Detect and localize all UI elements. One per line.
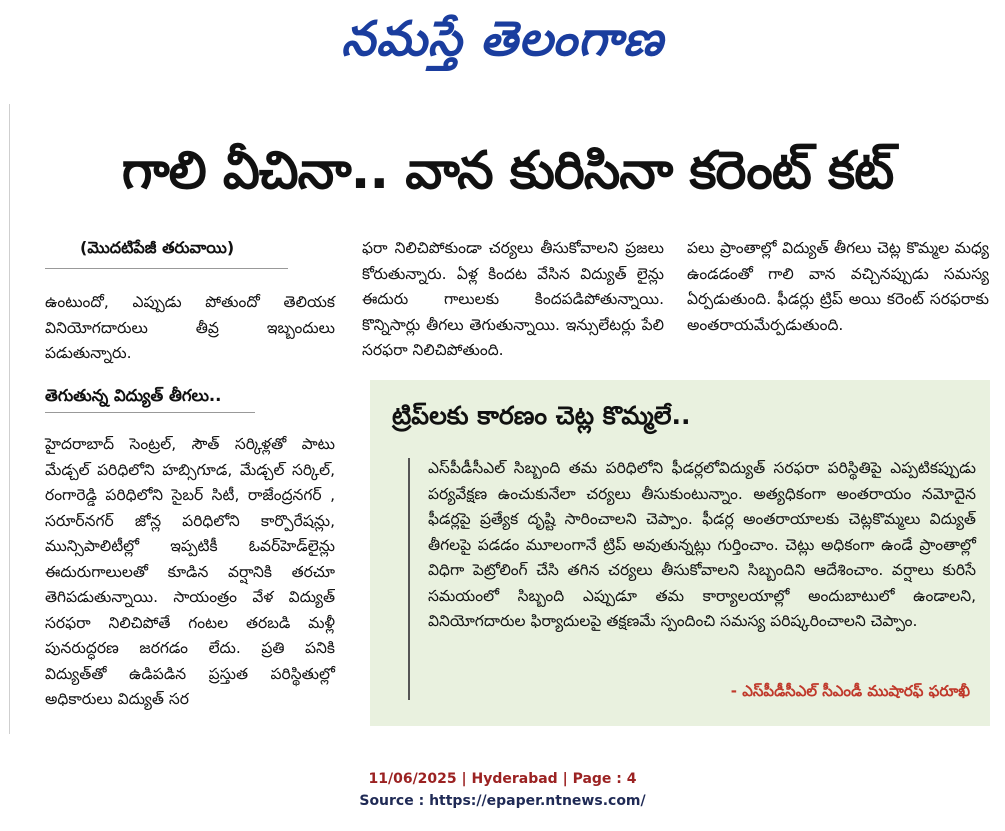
article-column-2 [362,236,664,364]
page-footer [0,768,1005,812]
quote-credit: - ఎస్‌పీడీసీఎల్ సీఎండీ ముషారఫ్ ఫరూఖీ [730,682,970,700]
footer-source: Source : https://epaper.ntnews.com/ [359,793,646,809]
masthead [0,6,1005,72]
paragraph: ఫరా నిలిచిపోకుండా చర్యలు తీసుకోవాలని ప్రజలు కోరుతున్నారు. ఏళ్ల కిందట వేసిన విద్యుత్ లైన్లు ఈదురు గాలులకు కిందపడిపోతున్నాయి. కొన్నిసార్లు తీగలు తెగుతున్నాయి. ఇన్సులేటర్లు పేలి సరఫరా నిలిచిపోతుంది. [362,239,664,359]
quote-box-title: ట్రిప్‌లకు కారణం చెట్ల కొమ్మలే.. [392,401,691,430]
paragraph: పలు ప్రాంతాల్లో విద్యుత్ తీగలు చెట్ల కొమ్మల మధ్య ఉండడంతో గాలి వాన వచ్చినప్పుడు సమస్య ఏర్పడుతుంది. ఫీడర్లు ట్రిప్ అయి కరెంట్ సరఫరాకు అంతరాయమేర్పడుతుంది. [687,239,989,334]
column-divider [9,104,10,734]
subhead-divider [45,412,255,413]
article-headline: గాలి వీచినా.. వాన కురిసినా కరెంట్ కట్ [121,141,894,201]
paragraph: ఉంటుందో, ఎప్పుడు పోతుందో తెలియక వినియోగదారులు తీవ్ర ఇబ్బందులు పడుతున్నారు. [45,293,335,362]
article-column-1-body [45,432,335,713]
paragraph: హైదరాబాద్ సెంట్రల్, సౌత్ సర్కిళ్లతో పాటు మేడ్చల్ పరిధిలోని హబ్సిగూడ, మేడ్చల్ సర్కిల్, రంగారెడ్డి పరిధిలోని సైబర్ సిటీ, రాజేంద్రనగర్ , సరూర్‌నగర్ జోన్ల పరిధిలోని కార్పొరేషన్లు, మున్సిపాలిటీల్లో ఇప్పటికీ ఓవర్‌హెడ్‌లైన్లు ఈదురుగాలులతో కూడిన వర్షానికి తరచూ తెగిపడుతున్నాయి. సాయంత్రం వేళ విద్యుత్ సరఫరా నిలిచిపోతే గంటల తరబడి మళ్లీ పునరుద్ధరణ జరగడం లేదు. ప్రతి పనికి విద్యుత్‌తో ఉడిపడిన ప్రస్తుత పరిస్థితుల్లో అధికారులు విద్యుత్ సర [45,435,335,708]
article-subhead: తెగుతున్న విద్యుత్ తీగలు.. [45,386,222,405]
quote-bar [408,458,410,700]
footer-dateline: 11/06/2025 | Hyderabad | Page : 4 [368,771,637,787]
kicker-divider [45,268,288,269]
article-column-3 [687,236,989,338]
continuation-kicker: (మొదటిపేజీ తరువాయి) [80,238,235,257]
article-column-1-intro [45,290,335,367]
newspaper-logo: నమస్తే తెలంగాణ [341,11,664,67]
quote-box-text: ఎస్‌పీడీసీఎల్ సిబ్బంది తమ పరిధిలోని ఫీడర్లలోవిద్యుత్ సరఫరా పరిస్థితిపై ఎప్పటికప్పుడు పర్యవేక్షణ ఉంచుకునేలా చర్యలు తీసుకుంటున్నాం. అత్యధికంగా అంతరాయం నమోదైన ఫీడర్లపై ప్రత్యేక దృష్టి సారించాలని చెప్పాం. ఫీడర్ల అంతరాయాలకు చెట్లకొమ్మలు విద్యుత్ తీగలపై పడడం మూలంగానే ట్రిప్ అవుతున్నట్లు గుర్తించాం. చెట్లు అధికంగా ఉండే ప్రాంతాల్లో విధిగా పెట్రోలింగ్ చేసి తగిన చర్యలు తీసుకోవాలని సిబ్బందిని ఆదేశించాం. వర్షాలు కురిసే సమయంలో సిబ్బంది ఎప్పుడూ తమ కార్యాలయాల్లో అందుబాటులో ఉండాలని, వినియోగదారుల ఫిర్యాదులపై తక్షణమే స్పందించి సమస్య పరిష్కరించాలని చెప్పాం. [428,459,976,630]
quote-box [370,380,990,726]
